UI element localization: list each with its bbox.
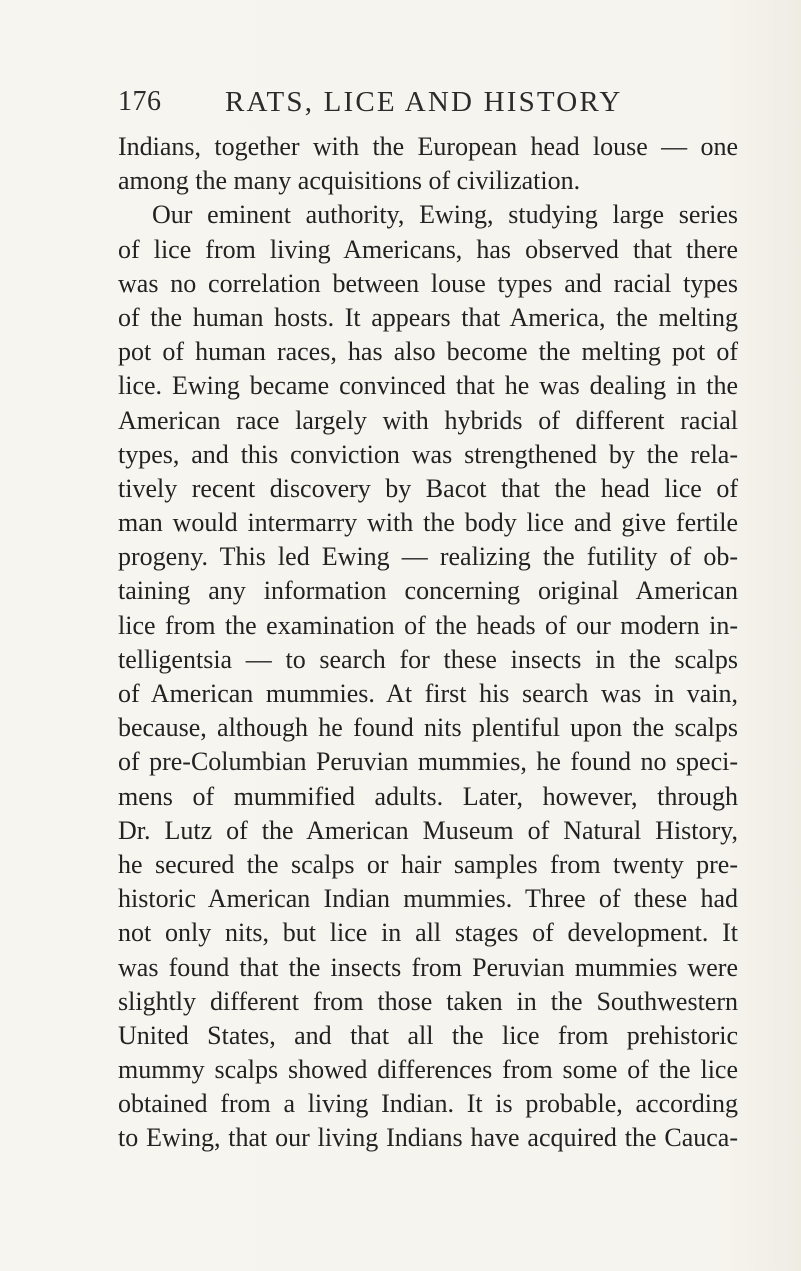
text-line: tively recent discovery by Bacot that the head lice of [118, 473, 738, 503]
running-head: RATS, LICE AND HISTORY [225, 86, 623, 118]
text-line: was found that the insects from Peruvian mummies were [118, 952, 738, 982]
text-line: Our eminent authority, Ewing, studying large series [152, 200, 738, 230]
text-line: of American mummies. At first his search was in vain, [118, 679, 738, 708]
text-line: types, and this conviction was strengthened by the rela- [118, 439, 738, 469]
text-line: was no correlation between louse types and racial types [118, 268, 738, 298]
text-line: among the many acquisitions of civilization. [118, 166, 581, 196]
text-line: Indians, together with the European head louse — one [118, 132, 738, 161]
text-line: pot of human races, has also become the melting pot of [118, 337, 738, 367]
page-header [118, 86, 718, 126]
text-line: mens of mummified adults. Later, however, through [118, 781, 738, 811]
text-line: obtained from a living Indian. It is probable, according [118, 1089, 738, 1119]
text-line: Dr. Lutz of the American Museum of Natural History, [118, 815, 738, 845]
text-line: mummy scalps showed differences from some of the lice [118, 1055, 738, 1085]
text-line: lice from the examination of the heads of our modern in- [118, 610, 738, 640]
text-line: he secured the scalps or hair samples from twenty pre- [118, 849, 738, 879]
text-line: progeny. This led Ewing — realizing the futility of ob- [118, 542, 738, 572]
text-line: not only nits, but lice in all stages of development. It [118, 918, 738, 948]
text-line: historic American Indian mummies. Three of these had [118, 884, 738, 914]
page-number: 176 [118, 86, 162, 117]
text-line: lice. Ewing became convinced that he was dealing in the [118, 371, 738, 401]
text-line: to Ewing, that our living Indians have acquired the Cauca- [118, 1123, 738, 1153]
text-line: American race largely with hybrids of different racial [118, 405, 738, 435]
text-line: of lice from living Americans, has observed that there [118, 234, 738, 264]
body-text [118, 130, 738, 1156]
text-line: man would intermarry with the body lice and give fertile [118, 508, 738, 538]
text-line: because, although he found nits plentiful upon the scalps [118, 713, 738, 743]
text-line: of the human hosts. It appears that America, the melting [118, 302, 738, 332]
text-line: telligentsia — to search for these insects in the scalps [118, 644, 738, 674]
text-line: taining any information concerning original American [118, 576, 738, 606]
text-line: United States, and that all the lice from prehistoric [118, 1020, 738, 1050]
text-line: slightly different from those taken in the Southwestern [118, 986, 738, 1016]
text-line: of pre-Columbian Peruvian mummies, he found no speci- [118, 747, 738, 777]
